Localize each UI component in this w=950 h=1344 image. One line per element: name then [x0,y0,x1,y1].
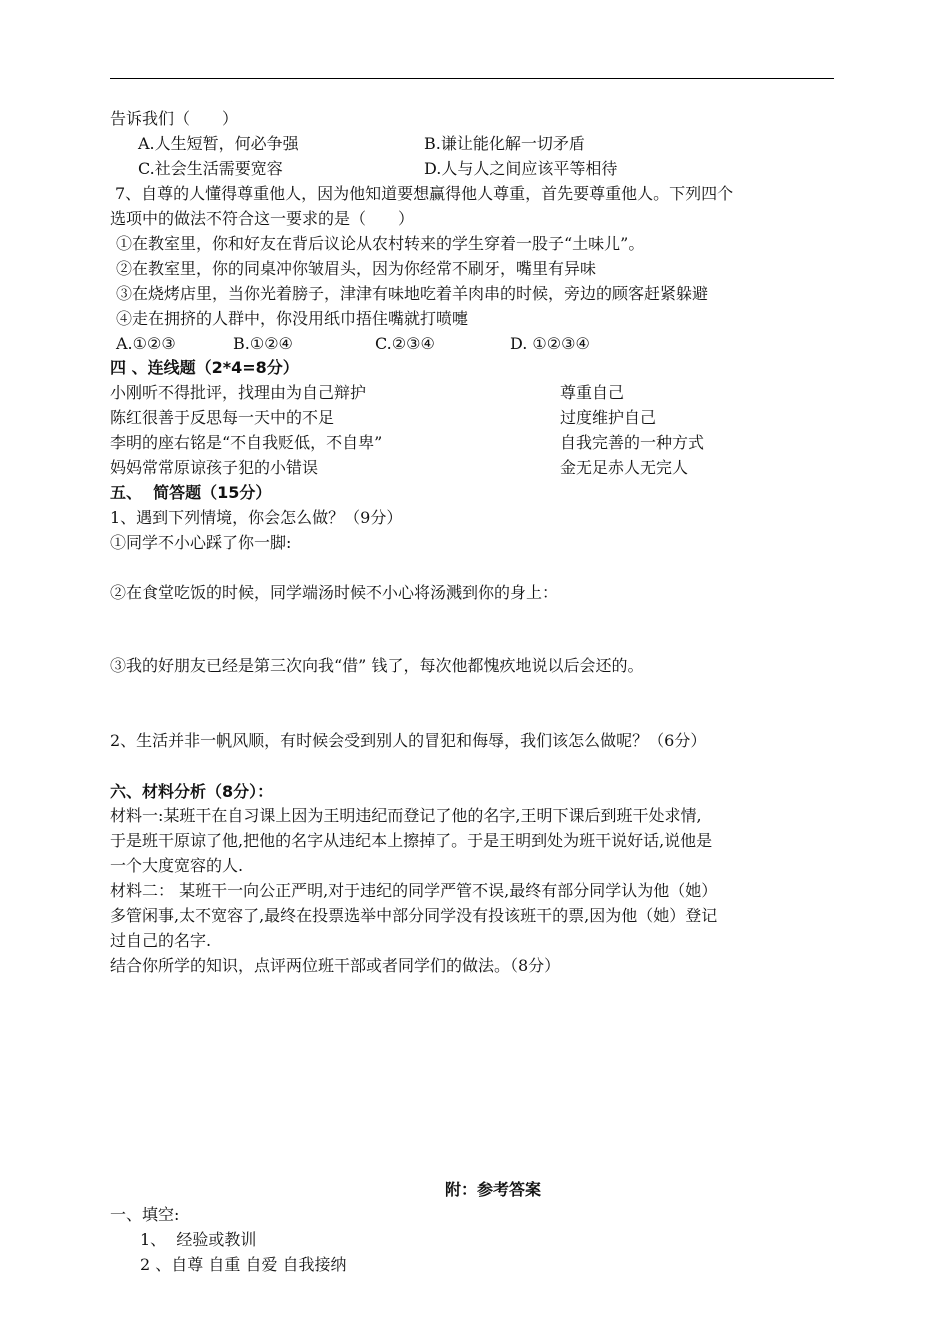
q7-item-2: ②在教室里，你的同桌冲你皱眉头，因为你经常不刷牙，嘴里有异味 [116,259,597,278]
short-q2: 2、生活并非一帆风顺，有时候会受到别人的冒犯和侮辱，我们该怎么做呢？（6分） [110,731,707,750]
q7-option-d: D. ①②③④ [510,334,590,353]
match-right-4: 金无足赤人无完人 [560,458,689,477]
q7-item-4: ④走在拥挤的人群中，你没用纸巾捂住嘴就打喷嚏 [116,309,469,328]
header-rule [110,78,834,79]
material2-line3: 过自己的名字. [110,931,212,950]
material-task: 结合你所学的知识，点评两位班干部或者同学们的做法。（8分） [110,956,561,975]
q7-option-a: A.①②③ [116,334,176,353]
match-left-3: 李明的座右铭是“不自我贬低，不自卑” [110,433,383,452]
match-right-1: 尊重自己 [560,383,625,402]
answers-fill-heading: 一、填空: [110,1205,180,1224]
answer-2: 2 、自尊 自重 自爱 自我接纳 [140,1255,347,1274]
match-right-2: 过度维护自己 [560,408,657,427]
section5-heading: 五、 简答题（15分） [110,483,272,502]
answer-1: 1、 经验或教训 [140,1230,257,1249]
q7-option-c: C.②③④ [375,334,435,353]
short-q1-a: ①同学不小心踩了你一脚: [110,533,292,552]
q6-option-b: B.谦让能化解一切矛盾 [424,134,585,153]
q6-option-c: C.社会生活需要宽容 [138,159,283,178]
q7-item-1: ①在教室里，你和好友在背后议论从农村转来的学生穿着一股子“土味儿”。 [116,234,645,253]
q6-tail: 告诉我们（ ） [110,109,239,128]
short-q1-c: ③我的好朋友已经是第三次向我“借” 钱了，每次他都愧疚地说以后会还的。 [110,656,644,675]
match-right-3: 自我完善的一种方式 [560,433,705,452]
material2-line1: 材料二： 某班干一向公正严明,对于违纪的同学严管不误,最终有部分同学认为他（她） [110,881,718,900]
q6-option-d: D.人与人之间应该平等相待 [424,159,618,178]
material2-line2: 多管闲事,太不宽容了,最终在投票选举中部分同学没有投该班干的票,因为他（她）登记 [110,906,718,925]
q7-item-3: ③在烧烤店里，当你光着膀子，津津有味地吃着羊肉串的时候，旁边的顾客赶紧躲避 [116,284,709,303]
answers-heading: 附：参考答案 [445,1180,542,1199]
match-left-2: 陈红很善于反思每一天中的不足 [110,408,335,427]
material1-line2: 于是班干原谅了他,把他的名字从违纪本上擦掉了。于是王明到处为班干说好话,说他是 [110,831,713,850]
q7-stem-line2: 选项中的做法不符合这一要求的是（ ） [110,209,415,228]
q7-option-b: B.①②④ [233,334,293,353]
match-left-1: 小刚听不得批评，找理由为自己辩护 [110,383,367,402]
material1-line1: 材料一:某班干在自习课上因为王明违纪而登记了他的名字,王明下课后到班干处求情, [110,806,702,825]
q6-option-a: A.人生短暂，何必争强 [138,134,299,153]
short-q1-b: ②在食堂吃饭的时候，同学端汤时候不小心将汤溅到你的身上： [110,583,559,602]
short-q1: 1、遇到下列情境，你会怎么做？（9分） [110,508,403,527]
section4-heading: 四 、连线题（2*4=8分） [110,358,299,377]
material1-line3: 一个大度宽容的人. [110,856,244,875]
q7-stem-line1: 7、自尊的人懂得尊重他人，因为他知道要想赢得他人尊重，首先要尊重他人。下列四个 [115,184,734,203]
match-left-4: 妈妈常常原谅孩子犯的小错误 [110,458,319,477]
section6-heading: 六、材料分析（8分）： [110,782,274,801]
